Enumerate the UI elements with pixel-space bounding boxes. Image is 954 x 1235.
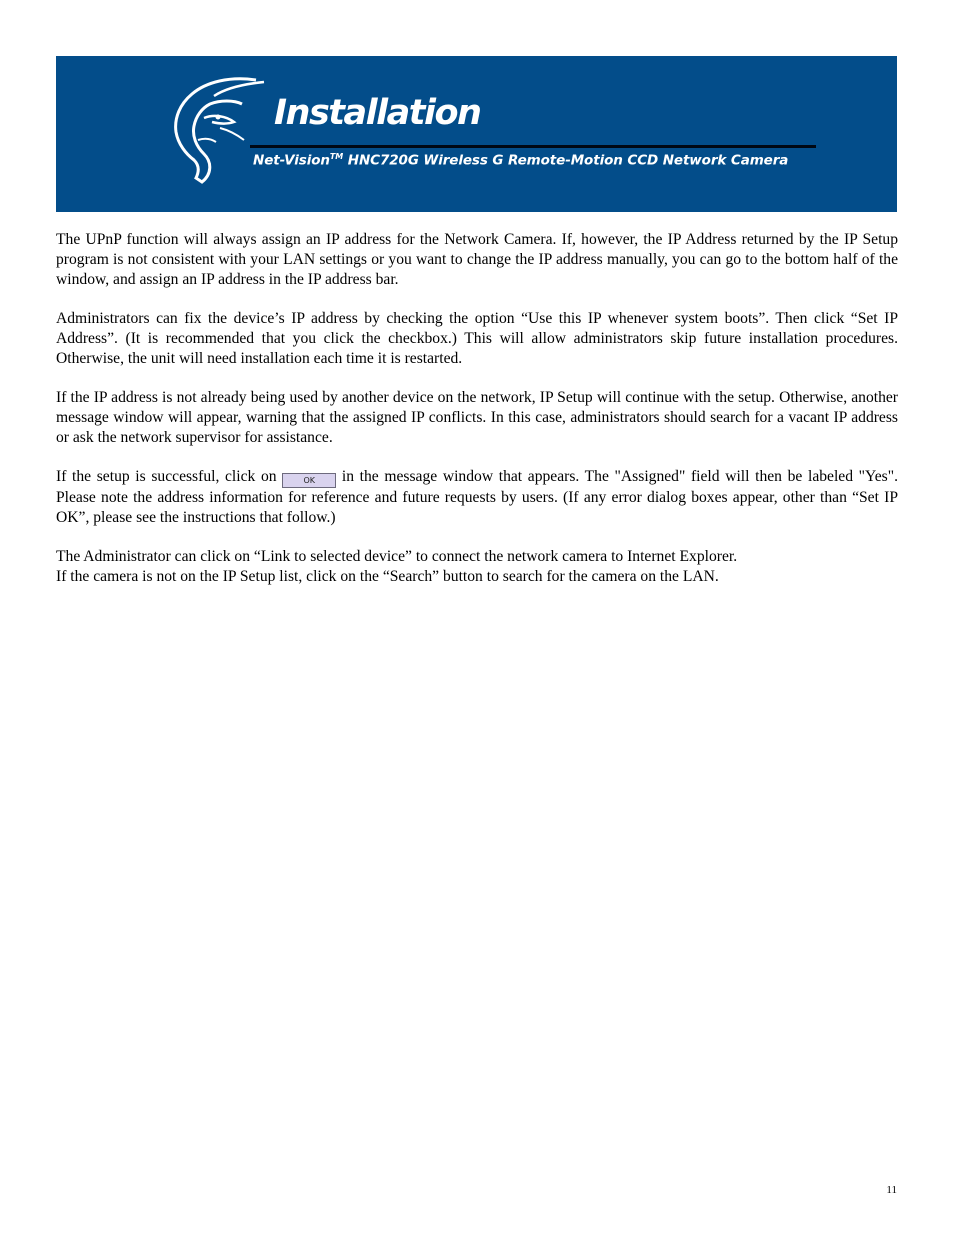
paragraph-link-device: The Administrator can click on “Link to selected device” to connect the network camera to Internet Explorer. <box>56 548 738 565</box>
header-banner <box>56 56 897 212</box>
eagle-head-icon <box>168 74 268 189</box>
paragraph-fixed-ip: Administrators can fix the device’s IP address by checking the option “Use this IP whenever system boots”. Then click “Set IP Address”. (It is recommended that you click the checkbox.) This will allow administrators skip future installation procedures. Otherwise, the unit will need installation each time it is restarted. <box>56 310 898 367</box>
ok-button-image: OK <box>282 473 336 488</box>
paragraph-search: If the camera is not on the IP Setup list, click on the “Search” button to search for the camera on the LAN. <box>56 568 719 585</box>
paragraph-upnp: The UPnP function will always assign an IP address for the Network Camera. If, however, the IP Address returned by the IP Setup program is not consistent with your LAN settings or you want to change the IP address manually, you can go to the bottom half of the window, and assign an IP address in the IP address bar. <box>56 231 898 288</box>
paragraph-text: in the message window that appears. The "Assigned" field will then be labeled "Yes". Please note the address information for reference and future requests by users. (If any error dialog boxes appear, other than “Set IP OK”, please see the instructions that follow.) <box>56 468 898 526</box>
paragraph-ip-conflict: If the IP address is not already being used by another device on the network, IP Setup will continue with the setup. Otherwise, another message window will appear, warning that the assigned IP conflicts. In this case, administrators should search for a vacant IP address or ask the network supervisor for assistance. <box>56 389 898 446</box>
page-number: 11 <box>886 1184 897 1196</box>
page-title: Installation <box>274 93 481 133</box>
product-subtitle <box>253 152 788 169</box>
document-body <box>56 230 898 587</box>
brand-name: Net-Vision <box>253 152 330 169</box>
title-divider <box>250 145 816 148</box>
trademark-mark: TM <box>329 152 344 161</box>
product-name: HNC720G Wireless G Remote-Motion CCD Network Camera <box>343 152 789 169</box>
paragraph-text: If the setup is successful, click on <box>56 468 283 485</box>
paragraph-setup-success <box>56 467 898 528</box>
